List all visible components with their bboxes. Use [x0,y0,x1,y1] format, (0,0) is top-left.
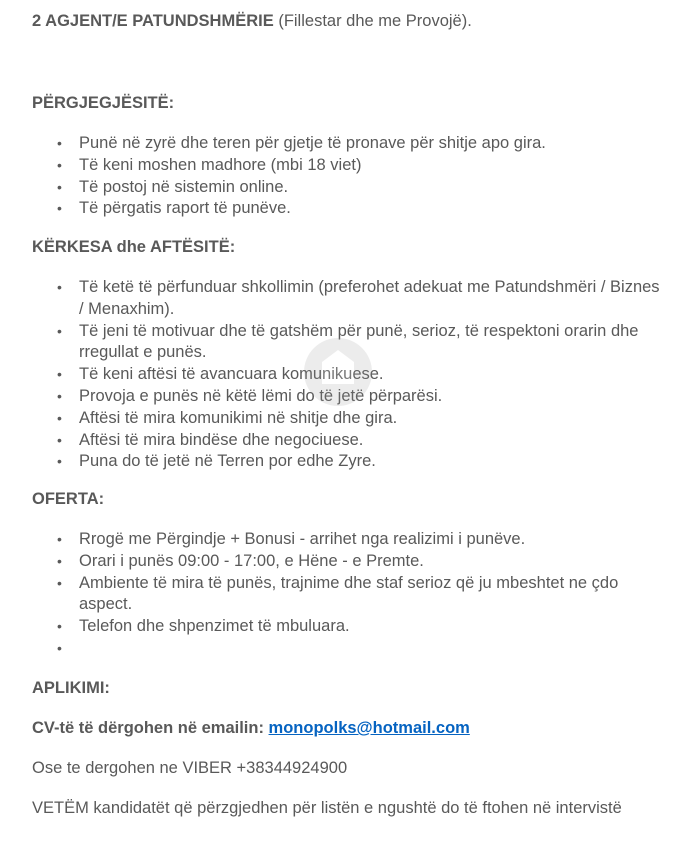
list-item: • Provoja e punës në këtë lëmi do të jetë përparësi. [0,386,681,408]
list-item: • Të postoj në sistemin online. [0,177,681,199]
responsibilities-heading: PËRGJEGJËSITË: [32,94,175,112]
email-link[interactable]: monopolks@hotmail.com [268,719,470,737]
title-rest: (Fillestar dhe me Provojë). [273,12,472,30]
cv-prefix: CV-të të dërgohen në emailin: [32,719,269,737]
title-bold: 2 AGJENT/E PATUNDSHMËRIE [32,12,274,30]
list-item: • Aftësi të mira bindëse dhe negociuese. [0,430,681,452]
shortlist-note: VETËM kandidatët që përzgjedhen për listën e ngushtë do të ftohen në intervistë [32,799,622,817]
list-item: • Të ketë të përfunduar shkollimin (preferohet adekuat me Patundshmëri / Biznes / Menaxhim). [0,277,681,321]
list-item: • Telefon dhe shpenzimet të mbuluara. [0,616,681,638]
requirements-heading: KËRKESA dhe AFTËSITË: [32,238,236,256]
list-item: • Punë në zyrë dhe teren për gjetje të pronave për shitje apo gira. [0,133,681,155]
offer-heading: OFERTA: [32,490,105,508]
list-item: • Orari i punës 09:00 - 17:00, e Hëne - e Premte. [0,551,681,573]
list-item: • Të jeni të motivuar dhe të gatshëm për punë, serioz, të respektoni orarin dhe rregullat e punës. [0,321,681,365]
list-item: • Ambiente të mira të punës, trajnime dhe staf serioz që ju mbeshtet ne çdo aspect. [0,573,681,617]
viber-instruction: Ose te dergohen ne VIBER +38344924900 [32,759,348,777]
list-item: • Aftësi të mira komunikimi në shitje dhe gira. [0,408,681,430]
list-item: • Të keni aftësi të avancuara komunikuese. [0,364,681,386]
list-item: • Rrogë me Përgindje + Bonusi - arrihet nga realizimi i punëve. [0,529,681,551]
list-item [0,638,681,660]
cv-instruction [32,718,661,738]
apply-heading: APLIKIMI: [32,679,110,697]
list-item: • Të keni moshen madhore (mbi 18 viet) [0,155,681,177]
responsibilities-list [0,133,681,220]
watermark-logo-icon [292,332,384,412]
list-item: • Puna do të jetë në Terren por edhe Zyre. [0,451,681,473]
list-item: • Të përgatis raport të punëve. [0,198,681,220]
offer-list [0,529,681,660]
document-title [32,12,472,31]
